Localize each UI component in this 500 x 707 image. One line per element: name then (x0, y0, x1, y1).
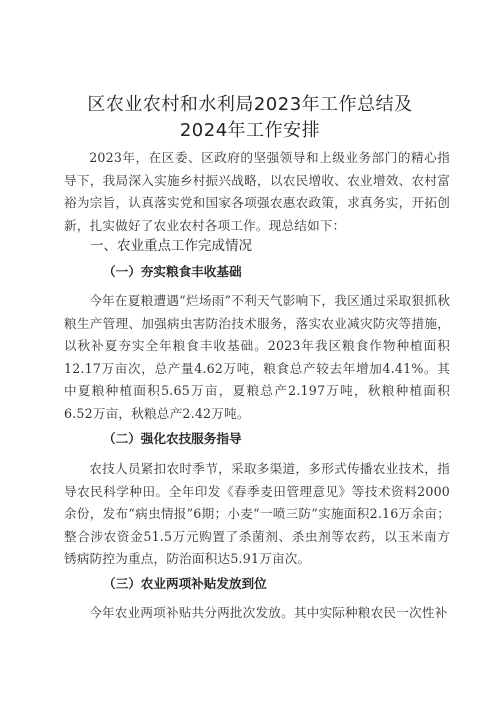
subsection-paragraph-1: 今年在夏粮遭遇“烂场雨”不利天气影响下，我区通过采取狠抓秋粮生产管理、加强病虫害防治技术服务，落实农业减灾防灾等措施，以秋补夏夯实全年粮食丰收基础。2023年我区粮食作物种植面积12.17万亩次，总产量4.62万吨，粮食总产较去年增加4.41%。其中夏粮种植面积5.65万亩，夏粮总产2.197万吨，秋粮种植面积6.52万亩，秋粮总产2.42万吨。 (64, 293, 450, 421)
subsection-paragraph-2: 农技人员紧扣农时季节，采取多渠道，多形式传播农业技术，指导农民科学种田。全年印发《春季麦田管理意见》等技术资料2000余份，发布“病虫情报”6期；小麦“一喷三防”实施面积2.16万余亩；整合涉农资金51.5万元购置了杀菌剂、杀虫剂等农药，以玉米南方锈病防控为重点，防治面积达5.91万亩次。 (64, 461, 450, 567)
document-title-line-2: 2024年工作安排 (179, 120, 321, 141)
document-title-line-1: 区农业农村和水利局2023年工作总结及 (87, 94, 413, 115)
subsection-heading-3: （三）农业两项补贴发放到位 (103, 576, 267, 591)
subsection-heading-1: （一）夯实粮食丰收基础 (103, 264, 242, 279)
intro-paragraph: 2023年，在区委、区政府的坚强领导和上级业务部门的精心指导下，我局深入实施乡村振兴战略，以农民增收、农业增效、农村富裕为宗旨，认真落实党和国家各项强农惠农政策，求真务实，开拓创新，扎实做好了农业农村各项工作。现总结如下： (64, 150, 450, 233)
subsection-heading-2: （二）强化农技服务指导 (103, 431, 242, 446)
subsection-paragraph-3: 今年农业两项补贴共分两批次发放。其中实际种粮农民一次性补 (89, 605, 448, 620)
section-heading-1: 一、农业重点工作完成情况 (90, 238, 252, 254)
